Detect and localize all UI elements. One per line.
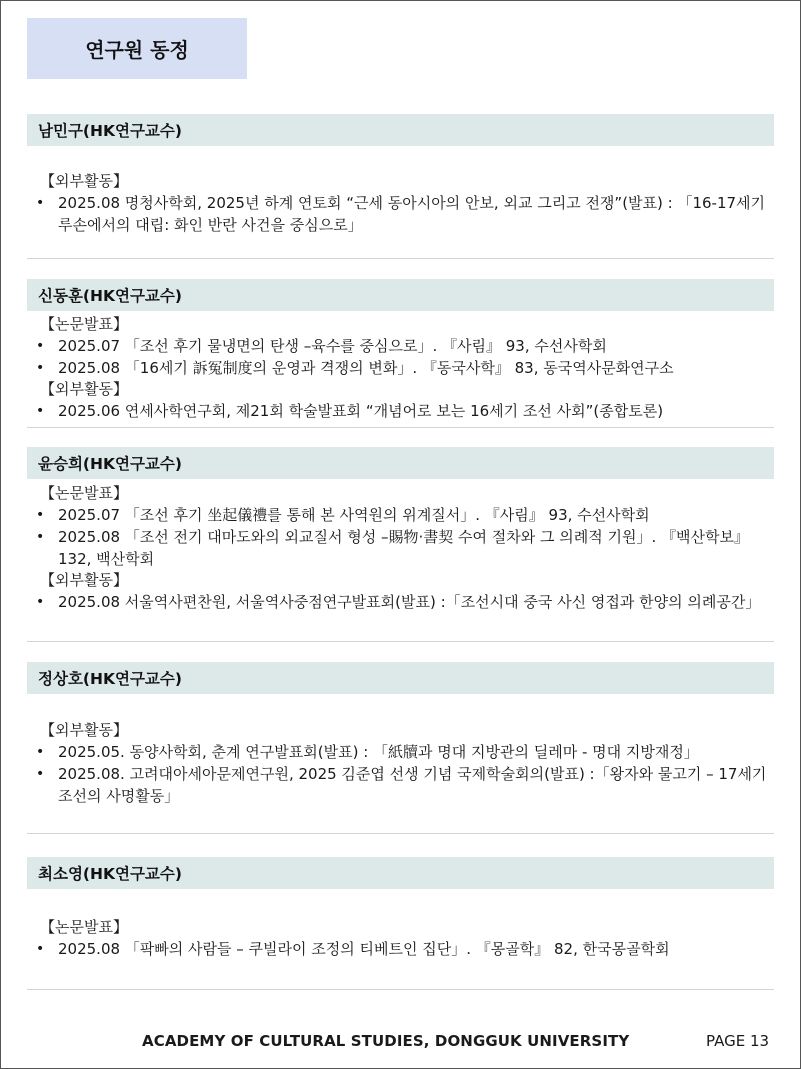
bullet-icon: • [36, 529, 45, 545]
category-label: 【외부활동】 [40, 172, 128, 190]
item-text: 2025.06 연세사학연구회, 제21회 학술발표회 “개념어로 보는 16세기 조선 사회”(종합토론) [58, 402, 664, 420]
list-item [27, 763, 774, 807]
researcher-name: 신동훈(HK연구교수) [27, 279, 774, 311]
bullet-icon: • [36, 766, 45, 782]
category-label: 【외부활동】 [40, 380, 128, 398]
item-text: 2025.05. 동양사학회, 춘계 연구발표회(발표) : 「紙牘과 명대 지방관의 딜레마 - 명대 지방재정」 [58, 743, 699, 761]
researcher-name: 최소영(HK연구교수) [27, 857, 774, 889]
category-label: 【외부활동】 [40, 571, 128, 589]
researcher-name: 남민구(HK연구교수) [27, 114, 774, 146]
list-item [27, 938, 774, 960]
bullet-icon: • [36, 360, 45, 376]
footer-organization: ACADEMY OF CULTURAL STUDIES, DONGGUK UNIVERSITY [142, 1032, 630, 1050]
list-item [27, 741, 774, 763]
bullet-icon: • [36, 195, 45, 211]
category-label: 【논문발표】 [40, 918, 128, 936]
category-label: 【논문발표】 [40, 315, 128, 333]
category-label: 【논문발표】 [40, 484, 128, 502]
list-item [27, 357, 774, 379]
divider [27, 258, 774, 259]
category-label: 【외부활동】 [40, 721, 128, 739]
divider [27, 989, 774, 990]
researcher-section [27, 114, 774, 236]
bullet-icon: • [36, 594, 45, 610]
researcher-name: 정상호(HK연구교수) [27, 662, 774, 694]
list-item [27, 335, 774, 357]
list-item [27, 400, 774, 422]
divider [27, 427, 774, 428]
bullet-icon: • [36, 941, 45, 957]
bullet-icon: • [36, 744, 45, 760]
item-text: 2025.07 「조선 후기 坐起儀禮를 통해 본 사역원의 위계질서」. 『사림』 93, 수선사학회 [58, 506, 650, 524]
item-text: 2025.08 「팍빠의 사람들 – 쿠빌라이 조정의 티베트인 집단」. 『몽골학』 82, 한국몽골학회 [58, 940, 670, 958]
list-item [27, 504, 774, 526]
researcher-section [27, 857, 774, 960]
item-text: 2025.08. 고려대아세아문제연구원, 2025 김준엽 선생 기념 국제학술회의(발표) :「왕자와 물고기 – 17세기 조선의 사명활동」 [58, 765, 767, 805]
item-text: 2025.08 「16세기 訴冤制度의 운영과 격쟁의 변화」. 『동국사학』 83, 동국역사문화연구소 [58, 359, 674, 377]
researcher-section [27, 662, 774, 807]
item-text: 2025.07 「조선 후기 물냉면의 탄생 –육수를 중심으로」. 『사림』 93, 수선사학회 [58, 337, 607, 355]
list-item [27, 591, 774, 613]
page-title: 연구원 동정 [27, 18, 247, 79]
bullet-icon: • [36, 403, 45, 419]
researcher-section [27, 279, 774, 422]
footer-page-number: PAGE 13 [706, 1032, 770, 1050]
researcher-name: 윤승희(HK연구교수) [27, 447, 774, 479]
item-text: 2025.08 서울역사편찬원, 서울역사중점연구발표회(발표) :「조선시대 중국 사신 영접과 한양의 의례공간」 [58, 593, 761, 611]
researcher-section [27, 447, 774, 613]
list-item [27, 526, 774, 570]
list-item [27, 192, 774, 236]
item-text: 2025.08 「조선 전기 대마도와의 외교질서 형성 –賜物·書契 수여 절차와 그 의례적 기원」. 『백산학보』 132, 백산학회 [58, 528, 749, 568]
bullet-icon: • [36, 507, 45, 523]
item-text: 2025.08 명청사학회, 2025년 하계 연토회 “근세 동아시아의 안보, 외교 그리고 전쟁”(발표) : 「16-17세기 루손에서의 대립: 화인 반란 사건을 중심으로」 [58, 194, 766, 234]
bullet-icon: • [36, 338, 45, 354]
divider [27, 833, 774, 834]
divider [27, 641, 774, 642]
